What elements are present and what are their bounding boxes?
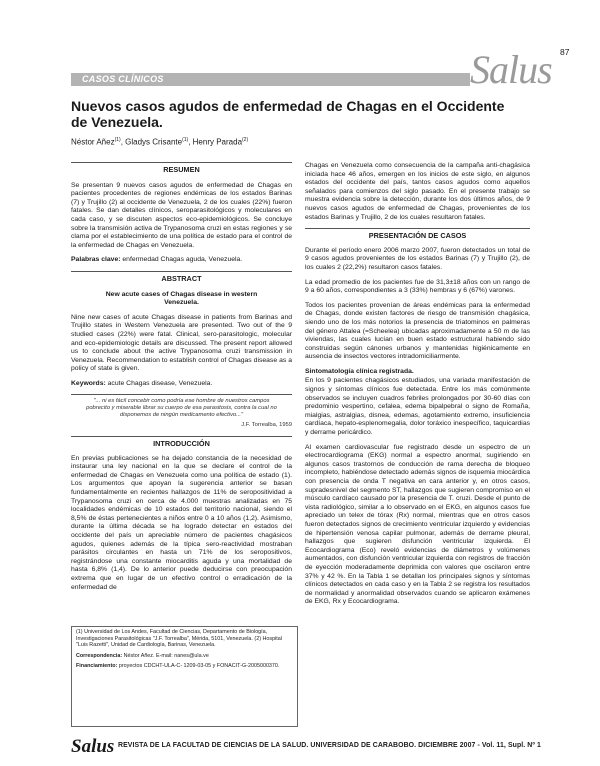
divider [71, 436, 292, 437]
section-label: CASOS CLÍNICOS [82, 74, 164, 84]
divider [71, 394, 292, 395]
footer-logo: Salus [71, 736, 115, 757]
correspondence-label: Correspondencia: [76, 652, 123, 659]
article-title: Nuevos casos agudos de enfermedad de Chagas en el Occidente de Venezuela. [71, 98, 505, 130]
funding: proyectos CDCHT-ULA-C- 1209-03-05 y FONACIT-G-2005000370. [118, 663, 280, 670]
keywords-text: acute Chagas disease, Venezuela. [107, 379, 213, 387]
page-number: 87 [560, 47, 570, 57]
journal-logo: Salus [470, 47, 552, 92]
introduccion-text: En previas publicaciones se ha dejado constancia de la necesidad de instaurar una ley nacional en la que se declare el control de la enfermedad de Chagas en Venezuela como una política de estado (1). Los argumentos que apoyan la sugerencia anterior se basan fundamentalmente en recientes hallazgos de 11% de seropositividad a Trypanosoma cruzi en cerca de 4.000 muestras analizadas en 75 localidades endémicas de 10 estados del territorio nacional, siendo el 8,5% de éstas pertenecientes a niños entre 0 a 10 años (1,2). Asimismo, durante la última década se ha logrado detectar en estados del occidente del país un apreciable número de pacientes chagásicos agudos, quienes además de la típica sero-reactividad mostraban parásitos circulantes en hasta un 71% de los seropositivos, registrándose una constante miocarditis aguda y una mortalidad de hasta 6,8% (1,4). De lo anterior puede deducirse con preocupación extrema que en lugar de un efectivo control o erradicación de la enfermedad de [71, 454, 292, 591]
abstract-heading: ABSTRACT [161, 273, 202, 283]
divider [305, 228, 530, 229]
author-list: Néstor Añez$^{(1)}$, Gladys Crisante$^{(1)}$, Henry Parada$^{(2)}$ [71, 137, 249, 147]
correspondence: Néstor Añez. E-mail: nanes@ula.ve [123, 652, 209, 659]
case-paragraph: En los 9 pacientes chagásicos estudiados, una variada manifestación de signos y síntomas clínicos fue detectada. Entre los más comúnmente observados se incluyen cuadros febriles prolongados por 30-60 días con predominio vespertino, cefalea, edema bipalpebral o signo de Romaña, mialgias, astralgias, disnea, edemas, agotamiento extremo, insuficiencia cardíaca, hepato-esplenomegalia, dolor toráxico inespecífico, taquicardias y derrame pericárdico. [305, 377, 530, 437]
author-name: Gladys Crisante [125, 137, 183, 147]
keywords-label: Keywords: [71, 379, 106, 387]
case-paragraph: Todos los pacientes provenían de áreas endémicas para la enfermedad de Chagas, donde existen factores de riesgo de transmisión chagásica, siendo uno de los más notorios la presencia de triatominos en palmeras del género Attalea (=Scheelea) ubicadas aproximadamente a 50 m de las viviendas, las cuales lucían en buen estado estructural habiendo sido construidas según cánones urbanos y mantenidas higiénicamente en ausencia de insectos vectores intradomiciliarmente. [305, 301, 530, 361]
footnote-text [76, 629, 291, 674]
affiliations: (1) Universidad de Los Andes, Facultad de Ciencias, Departamento de Biología, Investigaciones Parasitológicas "J.F. Torrealba", Mérida, 5101, Venezuela. (2) Hospital "Luis Razetti", Unidad de Cardiología, Barinas, Venezuela. [76, 629, 282, 649]
divider [71, 271, 292, 272]
author-affiliation-mark: (1) [114, 137, 121, 143]
case-paragraph: Durante el período enero 2006 marzo 2007, fueron detectados un total de 9 casos agudos provenientes de los estados Barinas (7) y Trujillo (2), de los cuales 2 (22,2%) resultaron casos fatales. [305, 246, 530, 271]
epigraph-source: J.F. Torrealba, 1959 [241, 422, 292, 429]
author-affiliation-mark: (2) [242, 137, 249, 143]
abstract-text: Nine new cases of acute Chagas disease in patients from Barinas and Trujillo states in Western Venezuela are presented. Two out of the 9 studied cases (22%) were fatal. Clinical, sero-parasitologic, molecular and eco-epidemiologic details are discussed. The present report allowed us to conclude about the active Trypanosoma cruzi transmission in Venezuela. Recommendation to establish control of Chagas disease as a policy of state is given. [71, 313, 292, 373]
keywords-label: Palabras clave: [71, 256, 121, 264]
case-paragraph: La edad promedio de los pacientes fue de 31,3±18 años con un rango de 9 a 60 años, correspondientes a 3 (33%) hembras y 6 (67%) varones. [305, 278, 530, 295]
abstract-title: New acute cases of Chagas disease in western Venezuela. [105, 290, 258, 307]
author-affiliation-mark: (1) [182, 137, 189, 143]
presentacion-heading: PRESENTACIÓN DE CASOS [368, 231, 467, 241]
author-name: Néstor Añez [71, 137, 115, 147]
footer-text: REVISTA DE LA FACULTAD DE CIENCIAS DE LA SALUD. UNIVERSIDAD DE CARABOBO. DICIEMBRE 2007 - Vol. 11, Supl. Nº 1 [118, 742, 541, 749]
keywords-text: enfermedad Chagas aguda, Venezuela. [122, 256, 243, 264]
resumen-heading: RESUMEN [163, 165, 200, 174]
introduccion-heading: INTRODUCCIÓN [153, 439, 210, 449]
funding-label: Financiamiento: [76, 663, 118, 670]
left-column [71, 162, 292, 598]
divider [71, 162, 292, 163]
sintomatologia-heading: Sintomatología clínica registrada. [305, 367, 414, 375]
epigraph-quote: "... ni es fácil concebir como podría ese hombre de nuestros campos pobrecito y miserable librar su cuerpo de esa parasitosis, contra la cual no disponemos de ningún medicamento efectivo..." [86, 398, 277, 419]
author-name: Henry Parada [192, 137, 243, 147]
right-column [305, 162, 530, 613]
case-paragraph: Al examen cardiovascular fue registrado desde un espectro de un electrocardiograma (EKG) normal a espectro anormal, sugiriendo en algunos casos trastornos de conducción de rama derecha de bloqueo incompleto, habiéndose detectado además signos de isquemia miocárdica con presencia de onda T negativa en cara anterior y, en otros casos, supradesnivel del segmento ST, hallazgos que sugieren compromiso en el músculo cardíaco causado por la presencia de T. cruzi. Desde el punto de vista radiológico, similar a lo observado en el EKG, en algunos casos fue apreciado un telex de tórax (Rx) normal, mientras que en otros casos fueron detectados signos de crecimiento ventricular izquierdo y evidencias de hipertensión venosa capilar pulmonar, además de derrame pleural, hallazgos que sugieren disfunción ventricular izquierda. El Ecocardiograma (Eco) reveló evidencias de diámetros y volúmenes aumentados, con disfunción ventricular izquierda con registros de fracción de eyección moderadamente deprimida con valores que oscilaron entre 37% y 42 %. En la Tabla 1 se detallan los principales signos y síntomas clínicos detectados en cada caso y en la Tabla 2 se registra los resultados de normalidad y anormalidad observados cuando se aplicaron exámenes de EKG, Rx y Ecocardiograma. [305, 443, 530, 606]
resumen-text: Se presentan 9 nuevos casos agudos de enfermedad de Chagas en pacientes procedentes de regiones endémicas de los estados Barinas (7) y Trujillo (2) al occidente de Venezuela, 2 de los cuales (22%) fueron fatales. Se dan detalles clínicos, seroparasitológicos y moleculares en cada caso, y se discuten aspectos eco-epidemiológicos. Se concluye sobre la transmisión activa de Trypanosoma cruzi en estas regiones y se clama por el establecimiento de una política de estado para el control de la enfermedad de Chagas en Venezuela. [71, 181, 292, 249]
continuation-text: Chagas en Venezuela como consecuencia de la campaña anti-chagásica iniciada hace 46 años, emergen en los inicios de este siglo, en algunos estados del occidente del país, tantos casos agudos como aquellos señalados para comienzos del siglo pasado. En el presente trabajo se muestra evidencia sobre la detección, durante los dos últimos años, de 9 nuevos casos agudos de enfermedad de Chagas, provenientes de los estados Barinas y Trujillo, 2 de los cuales resultaron fatales. [305, 162, 530, 221]
